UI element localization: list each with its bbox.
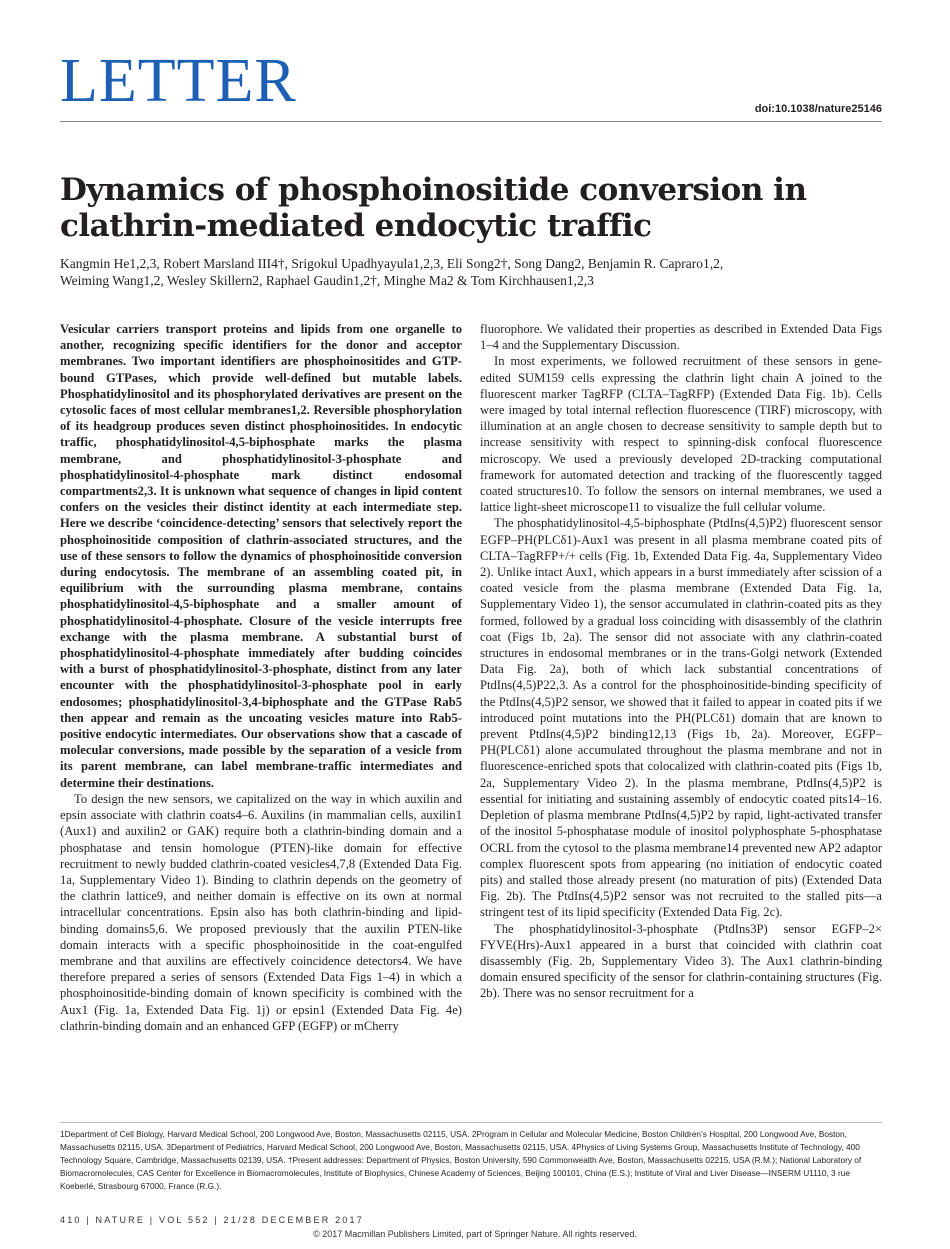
author-list bbox=[60, 256, 880, 289]
title-line-2: clathrin-mediated endocytic traffic bbox=[60, 208, 652, 244]
authors-line-1: Kangmin He1,2,3, Robert Marsland III4†, Srigokul Upadhyayula1,2,3, Eli Song2†, Song Dang2, Benjamin R. Capraro1,2, bbox=[60, 256, 724, 271]
affiliations-footnote: 1Department of Cell Biology, Harvard Medical School, 200 Longwood Ave, Boston, Massachusetts 02115, USA. 2Program in Cellular and Molecular Medicine, Boston Children’s Hospital, 200 Longwood Ave, Boston, Massachusetts 02115, USA. 3Department of Pediatrics, Harvard Medical School, 200 Longwood Ave, Boston, Massachusetts 02115, USA. 4Physics of Living Systems Group, Massachusetts Institute of Technology, 400 Technology Square, Cambridge, Massachusetts 02139, USA. †Present addresses: Department of Physics, Boston University, 590 Commonwealth Ave, Boston, Massachusetts 02215, USA (R.M.); National Laboratory of Biomacromolecules, CAS Center for Excellence in Biomacromolecules, Institute of Biophysics, Chinese Academy of Sciences, Beijing 100101, China (E.S.); Institute of Viral and Liver Disease—INSERM U1110, 3 rue Koeberlé, Strasbourg 67000, France (R.G.). bbox=[60, 1129, 862, 1191]
header-rule bbox=[60, 121, 882, 122]
right-column bbox=[480, 321, 882, 1002]
body-paragraph: To design the new sensors, we capitalized on the way in which auxilin and epsin associate with clathrin coats4–6. Auxilins (in mammalian cells, auxilin1 (Aux1) and auxilin2 or GAK) require both a clathrin-binding domain and a phosphatase and tensin homologue (PTEN)-like domain for effective recruitment to newly budded clathrin-coated vesicles4,7,8 (Extended Data Fig. 1a, Supplementary Video 1). Binding to clathrin depends on the geometry of the clathrin lattice9, and neither domain is effective on its own at normal intracellular concentrations. Epsin also has both clathrin-binding and lipid-binding domains5,6. We proposed previously that the auxilin PTEN-like domain interacts with a specific phosphoinositide in the coat-engulfed membrane and that auxilins are effectively coincidence detectors4. We have therefore prepared a series of sensors (Extended Data Figs 1–4) in which a phosphoinositide-binding domain of known specificity is combined with the Aux1 (Fig. 1a, Extended Data Fig. 1j) or epsin1 (Extended Data Fig. 4e) clathrin-binding domain and an enhanced GFP (EGFP) or mCherry bbox=[60, 791, 462, 1033]
footnote-rule bbox=[60, 1122, 882, 1123]
doi-link[interactable]: doi:10.1038/nature25146 bbox=[754, 103, 882, 115]
authors-line-2: Weiming Wang1,2, Wesley Skillern2, Raphael Gaudin1,2†, Minghe Ma2 & Tom Kirchhausen1,2,3 bbox=[60, 272, 594, 288]
title-line-1: Dynamics of phosphoinositide conversion in bbox=[60, 172, 807, 208]
abstract: Vesicular carriers transport proteins and lipids from one organelle to another, recognizing specific identifiers for the donor and acceptor membranes. Two important identifiers are phosphoinositides and GTP-bound GTPases, which provide well-defined but mutable labels. Phosphatidylinositol and its phosphorylated derivatives are present on the cytosolic faces of most cellular membranes1,2. Reversible phosphorylation of its headgroup produces seven distinct phosphoinositides. In endocytic traffic, phosphatidylinositol-4,5-biphosphate marks the plasma membrane, and phosphatidylinositol-3-phosphate and phosphatidylinositol-4-phosphate mark distinct endosomal compartments2,3. It is unknown what sequence of changes in lipid content confers on the vesicles their distinct identity at each intermediate step. Here we describe ‘coincidence-detecting’ sensors that selectively report the phosphoinositide composition of clathrin-associated structures, and the use of these sensors to follow the dynamics of phosphoinositide conversion during endocytosis. The membrane of an assembling coated pit, in equilibrium with the surrounding plasma membrane, contains phosphatidylinositol-4,5-biphosphate and a smaller amount of phosphatidylinositol-4-phosphate. Closure of the vesicle interrupts free exchange with the plasma membrane. A substantial burst of phosphatidylinositol-4-phosphate immediately after budding coincides with a burst of phosphatidylinositol-3-phosphate, distinct from any later encounter with the phosphatidylinositol-3-phosphate pool in early endosomes; phosphatidylinositol-3,4-biphosphate and the GTPase Rab5 then appear and remain as the uncoating vesicles mature into Rab5-positive endocytic intermediates. Our observations show that a cascade of molecular conversions, made possible by the separation of a vesicle from its parent membrane, can label membrane-traffic intermediates and determine their destinations. bbox=[60, 322, 462, 790]
page-footer: 410 | NATURE | VOL 552 | 21/28 DECEMBER 2017 bbox=[60, 1215, 364, 1225]
copyright-notice: © 2017 Macmillan Publishers Limited, part of Springer Nature. All rights reserved. bbox=[313, 1229, 637, 1239]
journal-section-label: LETTER bbox=[60, 47, 297, 115]
body-paragraph: The phosphatidylinositol-3-phosphate (PtdIns3P) sensor EGFP–2× FYVE(Hrs)-Aux1 appeared in a burst that coincided with clathrin coat disassembly (Fig. 2b, Supplementary Video 3). The Aux1 clathrin-binding domain ensured specificity of the sensor for clathrin-containing structures (Fig. 2b). There was no sensor recruitment for a bbox=[480, 921, 882, 1001]
body-paragraph: fluorophore. We validated their properties as described in Extended Data Figs 1–4 and the Supplementary Discussion. bbox=[480, 322, 882, 353]
body-paragraph: The phosphatidylinositol-4,5-biphosphate (PtdIns(4,5)P2) fluorescent sensor EGFP–PH(PLCδ1)-Aux1 was present in all plasma membrane coated pits of CLTA–TagRFP+/+ cells (Fig. 1b, Extended Data Fig. 4a, Supplementary Video 2). Unlike intact Aux1, which appears in a burst immediately after scission of a coated vesicle from the plasma membrane (Extended Data Fig. 1a, Supplementary Video 1), the sensor accumulated in clathrin-coated pits as they formed, followed by a gradual loss coinciding with disassembly of the clathrin coat (Figs 1b, 2a). The sensor did not associate with any clathrin-coated structures in endosomal membranes or in the trans-Golgi network (Extended Data Fig. 2a), both of which lack substantial concentrations of PtdIns(4,5)P22,3. As a control for the phosphoinositide-binding specificity of the PtdIns(4,5)P2 sensor, we showed that it failed to appear in coated pits if we introduced point mutations into the PH(PLCδ1) domain that are known to prevent PtdIns(4,5)P2 binding12,13 (Figs 1b, 2a). Moreover, EGFP–PH(PLCδ1) alone accumulated throughout the plasma membrane and not in fluorescence-enriched spots that colocalized with clathrin-coated pits (Figs 1b, 2a, Supplementary Video 2). In the plasma membrane, PtdIns(4,5)P2 is essential for initiating and sustaining assembly of endocytic coated pits14–16. Depletion of plasma membrane PtdIns(4,5)P2 by rapid, light-activated transfer of the inositol 5-phosphatase module of inositol polyphosphate 5-phosphatase OCRL from the cytosol to the plasma membrane14 prevented new AP2 adaptor complex fluorescent spots from appearing (no initiation of endocytic coated pits) and stalled those already present (no maturation of pits) (Extended Data Fig. 2b). The PtdIns(4,5)P2 sensor was not recruited to the stalled pits—a stringent test of its lipid specificity (Extended Data Fig. 2c). bbox=[480, 516, 882, 920]
left-column bbox=[60, 321, 462, 1034]
body-paragraph: In most experiments, we followed recruitment of these sensors in gene-edited SUM159 cells expressing the clathrin light chain A joined to the fluorescent marker TagRFP (CLTA–TagRFP) (Extended Data Fig. 1b). Cells were imaged by total internal reflection fluorescence (TIRF) microscopy, with illumination at an angle chosen to decrease sensitivity to sample depth but to increase sensitivity with respect to spinning-disk confocal fluorescence microscopy. We used a previously developed 2D-tracking computational framework for automated detection and tracking of the fluorescently tagged coated structures10. To follow the sensors on internal membranes, we used a lattice light-sheet microscope11 to visualize the full cellular volume. bbox=[480, 354, 882, 515]
article-title bbox=[60, 172, 880, 244]
